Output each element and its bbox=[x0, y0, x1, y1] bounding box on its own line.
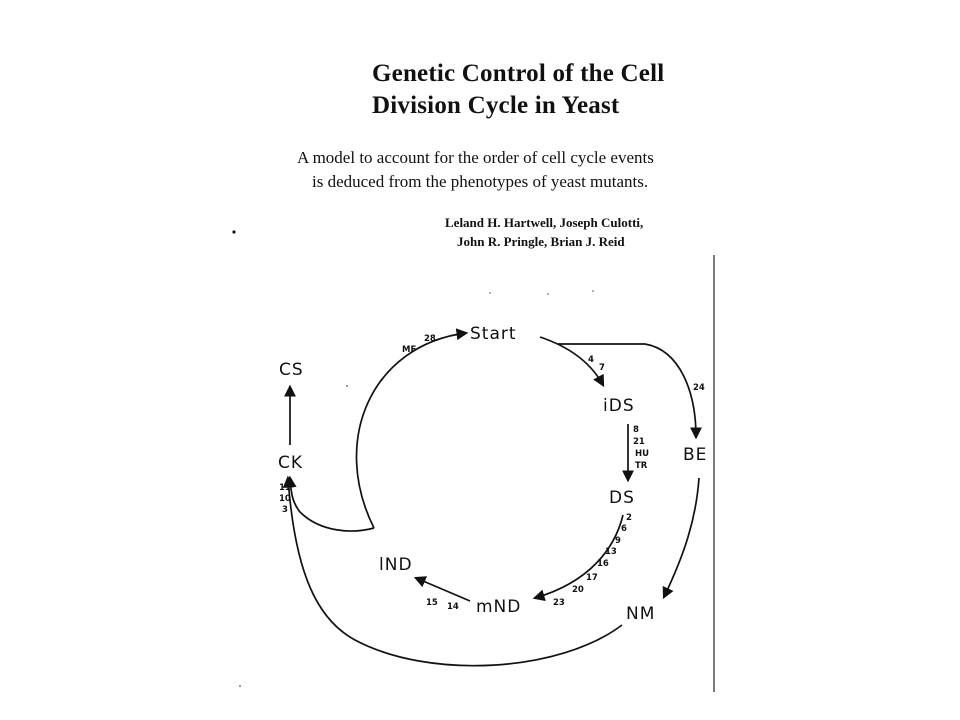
edge-be-to-nm bbox=[664, 478, 699, 597]
mutant-label: 13 bbox=[605, 547, 617, 557]
authors-line-2: John R. Pringle, Brian J. Reid bbox=[457, 234, 625, 249]
mutant-label: 7 bbox=[599, 363, 605, 373]
mutant-label: 8 bbox=[633, 425, 639, 435]
mutant-label: 16 bbox=[597, 559, 609, 569]
mutant-label: 21 bbox=[633, 437, 645, 447]
authors-line-1: Leland H. Hartwell, Joseph Culotti, bbox=[445, 215, 644, 230]
node-lnd: lND bbox=[379, 555, 413, 575]
mutant-label: 9 bbox=[615, 536, 621, 546]
scan-speck bbox=[239, 685, 241, 687]
mutant-label: TR bbox=[635, 461, 648, 471]
edge-lnd-to-start bbox=[356, 333, 466, 528]
mutant-label: 24 bbox=[693, 383, 705, 393]
node-mnd: mND bbox=[476, 597, 522, 617]
node-nm: NM bbox=[626, 604, 656, 624]
node-start: Start bbox=[470, 324, 517, 344]
node-cs: CS bbox=[279, 360, 304, 380]
mutant-label: 20 bbox=[572, 585, 584, 595]
mutant-label: MF bbox=[402, 345, 417, 355]
scan-speck bbox=[592, 290, 594, 292]
title-line-2: Division Cycle in Yeast bbox=[372, 92, 620, 119]
scan-speck bbox=[547, 293, 549, 295]
mutant-label: 3 bbox=[282, 505, 288, 515]
node-ds: DS bbox=[609, 488, 635, 508]
subtitle-line-2: is deduced from the phenotypes of yeast mutants. bbox=[312, 172, 649, 191]
mutant-label: 23 bbox=[553, 598, 565, 608]
node-ck: CK bbox=[278, 453, 304, 473]
mutant-label: 6 bbox=[621, 524, 627, 534]
edge-nm-to-ck bbox=[288, 478, 622, 666]
mutant-label: 11 bbox=[279, 483, 291, 493]
node-ids: iDS bbox=[603, 396, 635, 416]
title-line-1: Genetic Control of the Cell bbox=[372, 60, 665, 87]
scan-speck bbox=[232, 230, 235, 233]
mutant-label: HU bbox=[635, 449, 650, 459]
mutant-label: 4 bbox=[588, 355, 594, 365]
scan-speck bbox=[346, 385, 348, 387]
mutant-label: 28 bbox=[424, 334, 436, 344]
edge-mnd-to-lnd bbox=[416, 578, 470, 601]
scan-speck bbox=[489, 292, 491, 294]
mutant-label: 15 bbox=[426, 598, 438, 608]
edge-start-to-be bbox=[558, 344, 696, 437]
node-be: BE bbox=[683, 445, 708, 465]
edge-lnd-to-ck bbox=[290, 478, 374, 531]
mutant-label: 17 bbox=[586, 573, 598, 583]
mutant-label: 14 bbox=[447, 602, 459, 612]
mutant-label: 2 bbox=[626, 513, 632, 523]
subtitle-line-1: A model to account for the order of cell cycle events bbox=[297, 148, 654, 167]
mutant-label: 10 bbox=[279, 494, 291, 504]
